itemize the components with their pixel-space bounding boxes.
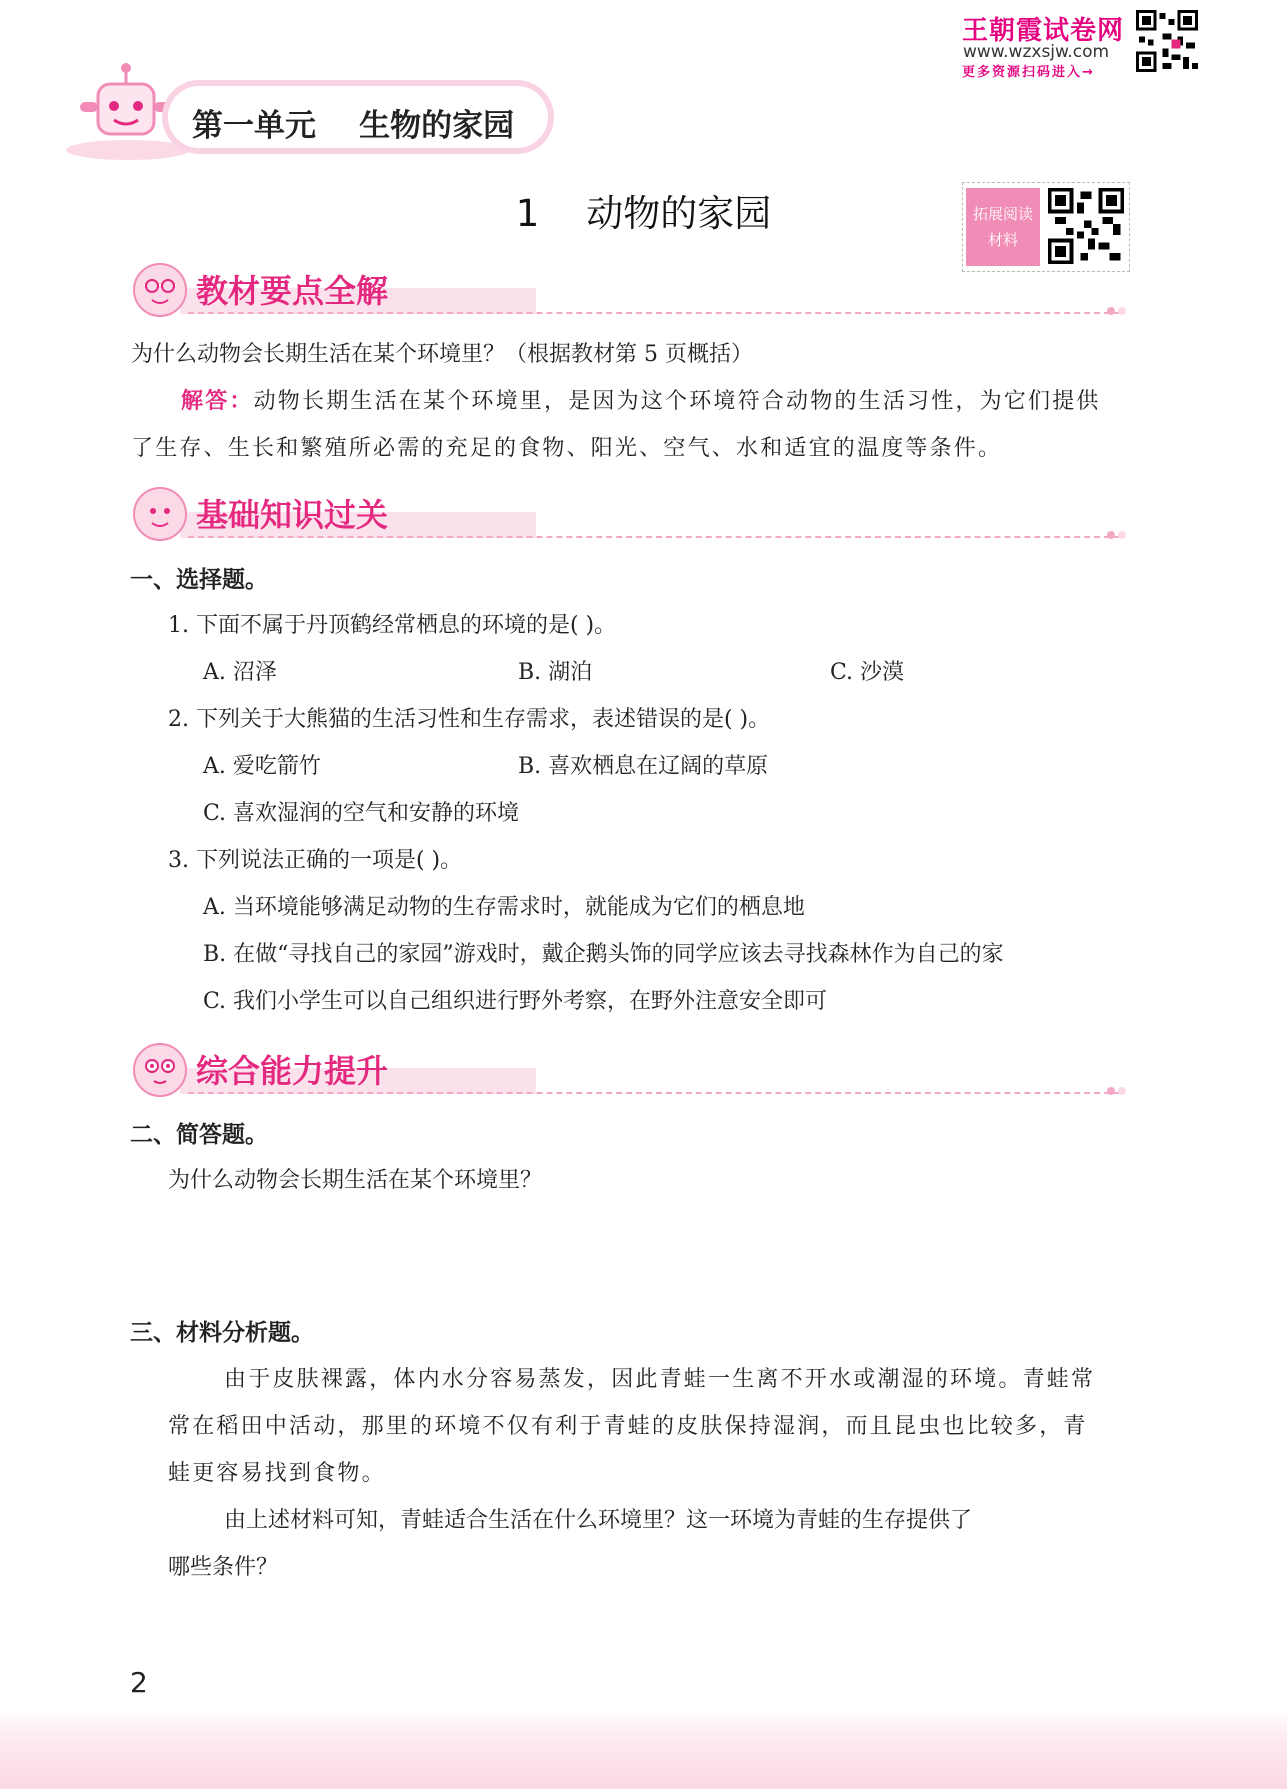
q3-option-a[interactable]: A. 当环境能够满足动物的生存需求时，就能成为它们的栖息地: [203, 895, 805, 920]
section-title: 教材要点全解: [196, 272, 389, 310]
q2-option-a[interactable]: A. 爱吃箭竹: [203, 754, 321, 779]
q2-stem: 2. 下列关于大熊猫的生活习性和生存需求，表述错误的是( )。: [168, 707, 771, 732]
answer-text: 动物长期生活在某个环境里，是因为这个环境符合动物的生活习性，为它们提供: [253, 389, 1101, 414]
extension-reading-label[interactable]: [966, 188, 1040, 266]
thinking-avatar-icon: [132, 1042, 188, 1098]
key-point-answer-line2: 了生存、生长和繁殖所必需的充足的食物、阳光、空气、水和适宜的温度等条件。: [131, 436, 1003, 461]
brand-name: 王朝霞试卷网: [962, 16, 1125, 46]
decorative-dots-icon: [1106, 1084, 1128, 1098]
part3-heading: 三、材料分析题。: [130, 1320, 314, 1346]
decorative-dots-icon: [1106, 304, 1128, 318]
q3-stem: 3. 下列说法正确的一项是( )。: [168, 848, 463, 873]
bottom-decorative-band: [0, 1708, 1287, 1789]
student-avatar-icon: [132, 486, 188, 542]
q2-option-c[interactable]: C. 喜欢湿润的空气和安静的环境: [203, 801, 520, 826]
q2-option-b[interactable]: B. 喜欢栖息在辽阔的草原: [518, 754, 769, 779]
extension-label-line2: 材料: [987, 231, 1018, 249]
material-line3: 蛙更容易找到食物。: [168, 1461, 386, 1486]
q1-option-a[interactable]: A. 沼泽: [203, 660, 277, 685]
teacher-avatar-icon: [132, 262, 188, 318]
q3-option-b[interactable]: B. 在做“寻找自己的家园”游戏时，戴企鹅头饰的同学应该去寻找森林作为自己的家: [203, 942, 1004, 967]
key-point-question: 为什么动物会长期生活在某个环境里？（根据教材第 5 页概括）: [131, 342, 753, 367]
section-advanced: [128, 1042, 1128, 1098]
part3-question-line2: 哪些条件？: [168, 1555, 279, 1580]
qr-code-icon[interactable]: [1048, 188, 1124, 264]
qr-code-icon[interactable]: [1136, 10, 1198, 72]
material-line1: 由于皮肤裸露，体内水分容易蒸发，因此青蛙一生离不开水或潮湿的环境。青蛙常: [224, 1367, 1096, 1392]
brand-scan-hint: 更多资源扫码进入→: [962, 65, 1095, 80]
part2-heading: 二、简答题。: [130, 1122, 268, 1148]
decorative-dots-icon: [1106, 528, 1128, 542]
section-title: 基础知识过关: [196, 496, 389, 534]
part1-heading: 一、选择题。: [130, 567, 268, 593]
material-line2: 常在稻田中活动，那里的环境不仅有利于青蛙的皮肤保持湿润，而且昆虫也比较多，青: [168, 1414, 1088, 1439]
section-key-points: [128, 262, 1128, 318]
q3-option-c[interactable]: C. 我们小学生可以自己组织进行野外考察，在野外注意安全即可: [203, 989, 828, 1014]
lesson-title: 1 动物的家园: [515, 192, 772, 235]
q1-stem: 1. 下面不属于丹顶鹤经常栖息的环境的是( )。: [168, 613, 617, 638]
section-basic: [128, 486, 1128, 542]
extension-label-line1: 拓展阅读: [972, 205, 1033, 223]
q1-option-c[interactable]: C. 沙漠: [830, 660, 905, 685]
unit-title: 第一单元 生物的家园: [192, 108, 515, 144]
part3-question-line1: 由上述材料可知，青蛙适合生活在什么环境里？这一环境为青蛙的生存提供了: [224, 1508, 973, 1533]
page-number: 2: [130, 1666, 148, 1699]
key-point-answer-line1: [181, 384, 1101, 415]
q1-option-b[interactable]: B. 湖泊: [518, 660, 593, 685]
brand-url[interactable]: www.wzxsjw.com: [963, 42, 1110, 62]
section-title: 综合能力提升: [196, 1052, 389, 1090]
answer-label: 解答：: [181, 389, 254, 414]
part2-question: 为什么动物会长期生活在某个环境里？: [168, 1168, 543, 1193]
